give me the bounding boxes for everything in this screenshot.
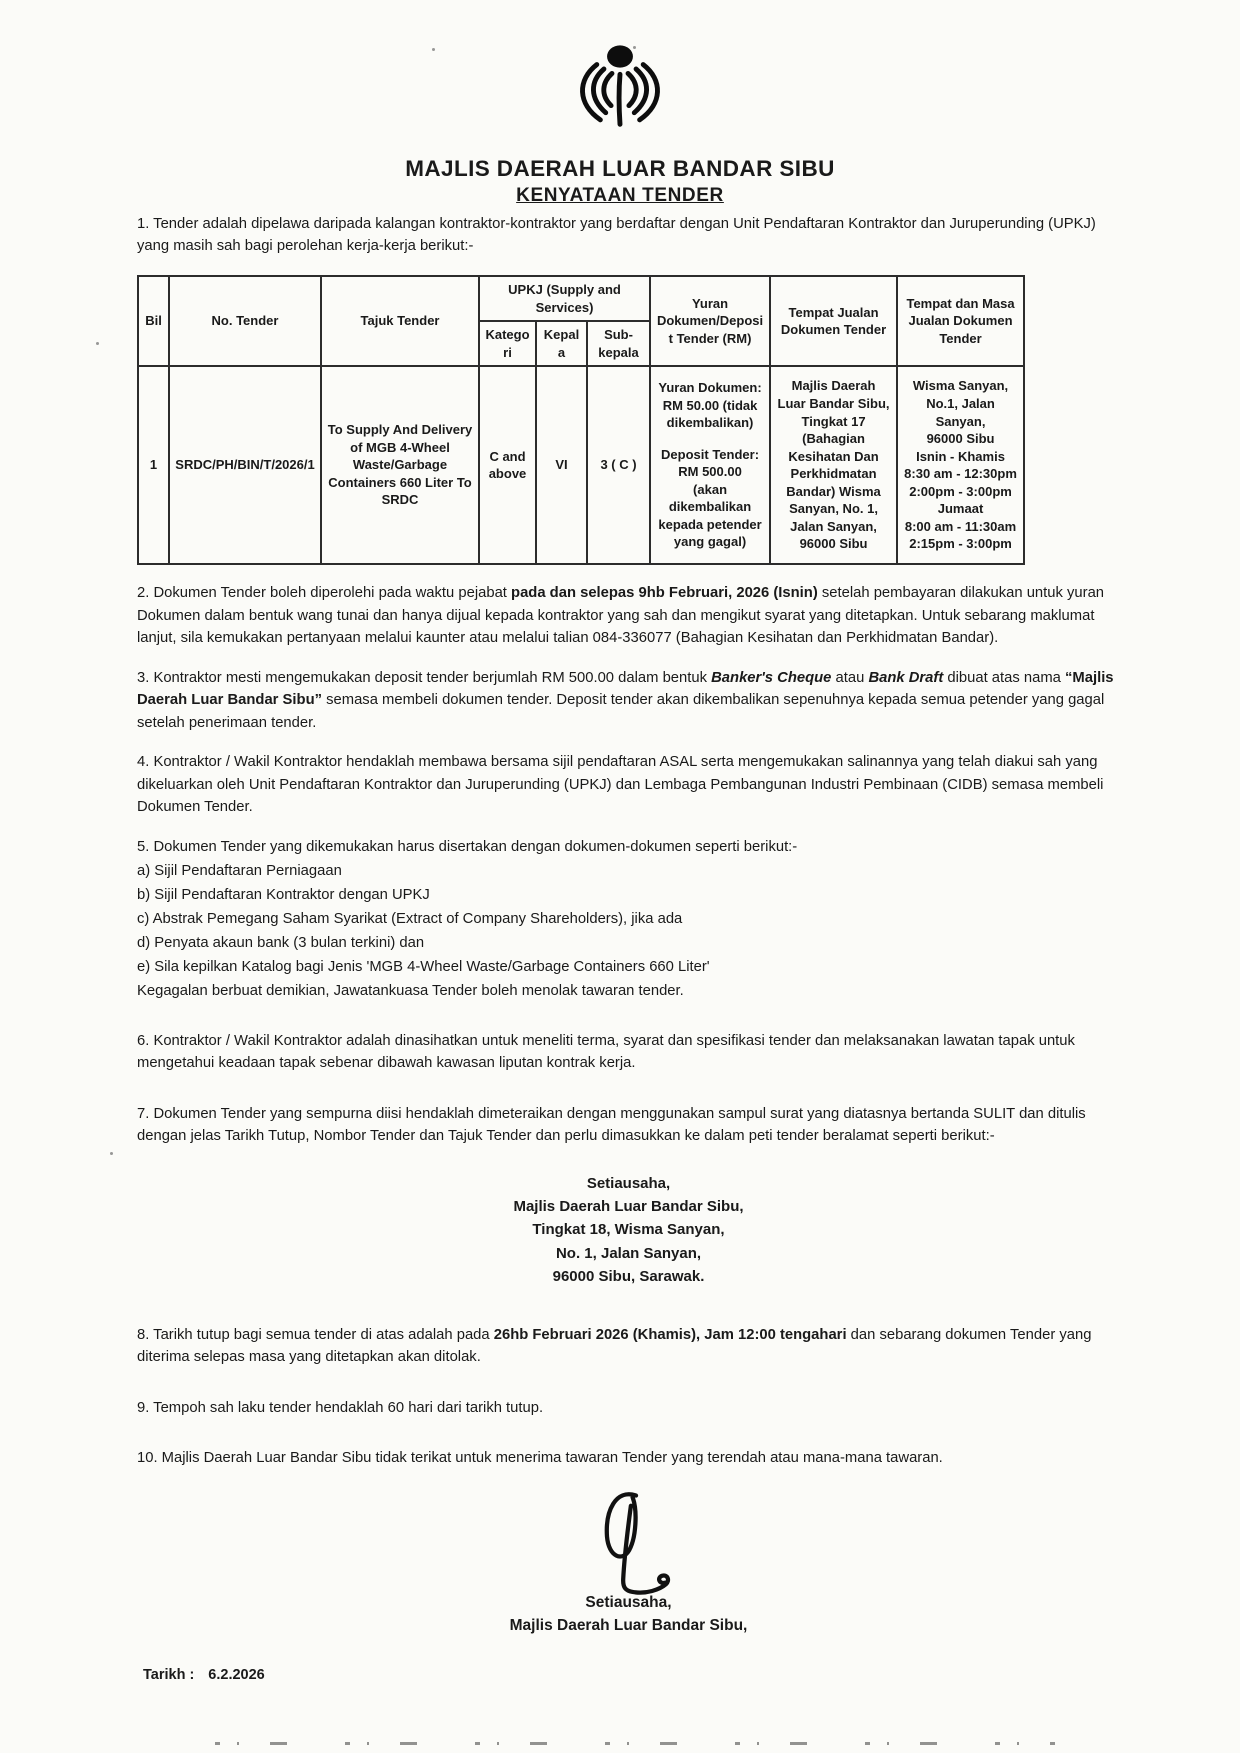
clause-9: 9. Tempoh sah laku tender hendaklah 60 hari dari tarikh tutup. (137, 1399, 544, 1416)
header-bil: Bil (138, 276, 169, 366)
cell-tajuk-tender: To Supply And Delivery of MGB 4-Wheel Waste/Garbage Containers 660 Liter To SRDC (321, 366, 479, 564)
cell-tempat-jualan: Majlis Daerah Luar Bandar Sibu, Tingkat 17 (Bahagian Kesihatan Dan Perkhidmatan Bandar) Wisma Sanyan, No. 1, Jalan Sanyan, 96000 Sibu (770, 366, 897, 564)
cell-no-tender: SRDC/PH/BIN/T/2026/1 (169, 366, 321, 564)
clause-6: 6. Kontraktor / Wakil Kontraktor adalah dinasihatkan untuk meneliti terma, syarat dan spesifikasi tender dan melaksanakan lawatan tapak untuk mengetahui keadaan tapak sebenar dibawah kawasan liputan kontrak kerja. (137, 1032, 1075, 1072)
scan-noise-artifact (215, 1742, 1055, 1745)
header-yuran: Yuran Dokumen/Deposit Tender (RM) (650, 276, 770, 366)
header-tempat-jualan: Tempat Jualan Dokumen Tender (770, 276, 897, 366)
table-row (138, 366, 1024, 564)
scan-speck (432, 48, 435, 51)
cell-kategori: C and above (479, 366, 536, 564)
cell-kepala: VI (536, 366, 587, 564)
clause-7: 7. Dokumen Tender yang sempurna diisi hendaklah dimeteraikan dengan menggunakan sampul surat yang diatasnya bertanda SULIT dan ditulis dengan jelas Tarikh Tutup, Nombor Tender dan Tajuk Tender dan perlu dimasukkan ke dalam peti tender beralamat seperti berikut:- (137, 1105, 1086, 1145)
header-sub-kepala: Sub-kepala (587, 321, 650, 366)
cell-bil: 1 (138, 366, 169, 564)
cell-sub-kepala: 3 ( C ) (587, 366, 650, 564)
clause-5-item-c: c) Abstrak Pemegang Saham Syarikat (Extract of Company Shareholders), jika ada (137, 910, 683, 927)
clause-5-note: Kegagalan berbuat demikian, Jawatankuasa Tender boleh menolak tawaran tender. (137, 982, 684, 999)
council-emblem-icon (562, 42, 678, 154)
clause-5-list (137, 860, 1120, 1004)
clause-8: 8. Tarikh tutup bagi semua tender di atas adalah pada 26hb Februari 2026 (Khamis), Jam 12:00 tengahari dan sebarang dokumen Tender yang diterima selepas masa yang ditetapkan akan ditolak. (137, 1327, 1092, 1366)
clause-5-item-e: e) Sila kepilkan Katalog bagi Jenis 'MGB 4-Wheel Waste/Garbage Containers 660 Liter' (137, 958, 710, 975)
clause-4: 4. Kontraktor / Wakil Kontraktor hendaklah membawa bersama sijil pendaftaran ASAL serta mengemukakan salinannya yang telah diakui sah yang dikeluarkan oleh Unit Pendaftaran Kontraktor dan Juruperunding (UPKJ) dan Lembaga Pembangunan Industri Pembinaan (CIDB) semasa membeli Dokumen Tender. (137, 754, 1104, 816)
scan-speck (96, 342, 99, 345)
clause-2: 2. Dokumen Tender boleh diperolehi pada waktu pejabat pada dan selepas 9hb Februari, 2026 (Isnin) setelah pembayaran dilakukan untuk yuran Dokumen dalam bentuk wang tunai dan hanya dijual kepada kontraktor yang sah dan mengikut syarat yang ditetapkan. Untuk sebarang maklumat lanjut, sila kemukakan pertanyaan melalui kaunter atau melalui talian 084-336077 (Bahagian Kesihatan dan Perkhidmatan Bandar). (137, 585, 1105, 647)
doc-title: KENYATAAN TENDER (516, 185, 724, 206)
cell-tempat-masa: Wisma Sanyan, No.1, Jalan Sanyan, 96000 Sibu Isnin - Khamis 8:30 am - 12:30pm 2:00pm - 3:00pm Jumaat 8:00 am - 11:30am 2:15pm - 3:00pm (897, 366, 1024, 564)
date-label: Tarikh : (143, 1667, 195, 1684)
clause-5-item-d: d) Penyata akaun bank (3 bulan terkini) dan (137, 934, 425, 951)
header-tajuk-tender: Tajuk Tender (321, 276, 479, 366)
clause-1: 1. Tender adalah dipelawa daripada kalangan kontraktor-kontraktor yang berdaftar dengan Unit Pendaftaran Kontraktor dan Juruperunding (UPKJ) yang masih sah bagi perolehan kerja-kerja berikut:- (137, 216, 1096, 255)
clause-5-item-a: a) Sijil Pendaftaran Perniagaan (137, 863, 342, 879)
date-line (143, 1667, 1120, 1683)
scan-speck (633, 46, 636, 49)
header-kepala: Kepala (536, 321, 587, 366)
header-tempat-masa: Tempat dan Masa Jualan Dokumen Tender (897, 276, 1024, 366)
clause-5-item-b: b) Sijil Pendaftaran Kontraktor dengan UPKJ (137, 886, 430, 903)
scan-speck (110, 1152, 113, 1155)
document-header (170, 0, 1070, 207)
header-no-tender: No. Tender (169, 276, 321, 366)
cell-yuran: Yuran Dokumen: RM 50.00 (tidak dikembalikan) Deposit Tender: RM 500.00 (akan dikembalikan kepada petender yang gagal) (650, 366, 770, 564)
header-upkj-group: UPKJ (Supply and Services) (479, 276, 650, 321)
clause-5-intro: 5. Dokumen Tender yang dikemukakan harus disertakan dengan dokumen-dokumen seperti berikut:- (137, 838, 798, 855)
org-name: MAJLIS DAERAH LUAR BANDAR SIBU (405, 156, 835, 181)
tender-table (137, 275, 1025, 565)
submission-address: Setiausaha, Majlis Daerah Luar Bandar Sibu, Tingkat 18, Wisma Sanyan, No. 1, Jalan Sanyan, 96000 Sibu, Sarawak. (513, 1174, 744, 1285)
header-kategori: Kategori (479, 321, 536, 366)
signoff: Setiausaha, Majlis Daerah Luar Bandar Sibu, (509, 1593, 748, 1635)
clause-3: 3. Kontraktor mesti mengemukakan deposit tender berjumlah RM 500.00 dalam bentuk Banker's Cheque atau Bank Draft dibuat atas nama “Majlis Daerah Luar Bandar Sibu” semasa membeli dokumen tender. Deposit tender akan dikembalikan sepenuhnya kepada semua petender yang gagal setelah penerimaan tender. (137, 669, 1114, 731)
clause-10: 10. Majlis Daerah Luar Bandar Sibu tidak terikat untuk menerima tawaran Tender yang terendah atau mana-mana tawaran. (137, 1450, 943, 1467)
document-body (137, 213, 1120, 1683)
table-header-row-1 (138, 276, 1024, 321)
date-value: 6.2.2026 (208, 1667, 265, 1684)
